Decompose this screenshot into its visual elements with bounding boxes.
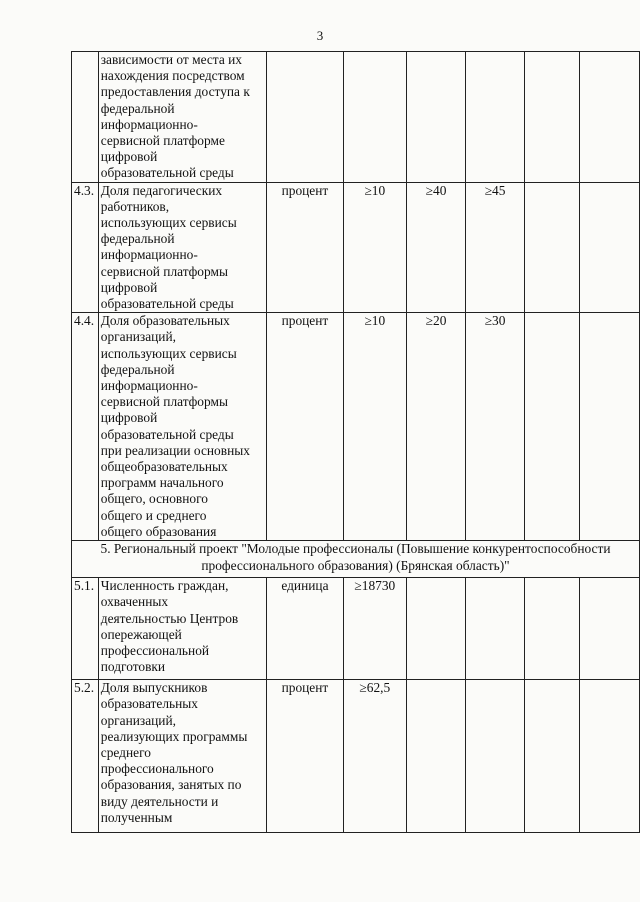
value-cell — [524, 578, 579, 680]
value-cell — [466, 680, 524, 833]
value-cell: ≥40 — [406, 182, 466, 313]
row-number: 4.3. — [72, 182, 99, 313]
indicator-description: Доля выпускников образовательных организаций, реализующих программы среднего профессионального образования, занятых по виду деятельности и полученным — [98, 680, 266, 833]
value-cell: ≥45 — [466, 182, 524, 313]
indicator-description: Численность граждан, охваченных деятельностью Центров опережающей профессиональной подготовки — [98, 578, 266, 680]
value-cell — [406, 52, 466, 183]
value-cell — [580, 52, 640, 183]
row-number: 5.1. — [72, 578, 99, 680]
indicators-table — [71, 51, 640, 833]
value-cell: ≥10 — [344, 182, 407, 313]
value-cell: ≥18730 — [344, 578, 407, 680]
row-number — [72, 52, 99, 183]
value-cell — [344, 52, 407, 183]
value-cell — [466, 578, 524, 680]
table-row — [72, 52, 640, 183]
value-cell — [580, 182, 640, 313]
value-cell — [406, 680, 466, 833]
value-cell — [580, 313, 640, 541]
value-cell: ≥30 — [466, 313, 524, 541]
indicator-description: Доля педагогических работников, использующих сервисы федеральной информационно-сервисной платформы цифровой образовательной среды — [98, 182, 266, 313]
value-cell — [524, 52, 579, 183]
unit-cell: процент — [266, 680, 343, 833]
page-number: 3 — [316, 28, 324, 43]
row-number: 5.2. — [72, 680, 99, 833]
value-cell — [466, 52, 524, 183]
unit-cell: единица — [266, 578, 343, 680]
indicator-description: зависимости от места их нахождения посредством предоставления доступа к федеральной информационно-сервисной платформе цифровой образовательной среды — [98, 52, 266, 183]
value-cell — [524, 680, 579, 833]
table-row — [72, 578, 640, 680]
table-row — [72, 680, 640, 833]
unit-cell: процент — [266, 182, 343, 313]
row-number: 4.4. — [72, 313, 99, 541]
value-cell — [524, 313, 579, 541]
unit-cell — [266, 52, 343, 183]
section-row — [72, 541, 640, 578]
value-cell: ≥62,5 — [344, 680, 407, 833]
indicator-description: Доля образовательных организаций, использующих сервисы федеральной информационно-сервисной платформы цифровой образовательной среды при реализации основных общеобразовательных программ начального общего, основного общего и среднего общего образования — [98, 313, 266, 541]
value-cell — [406, 578, 466, 680]
value-cell: ≥20 — [406, 313, 466, 541]
value-cell: ≥10 — [344, 313, 407, 541]
unit-cell: процент — [266, 313, 343, 541]
value-cell — [524, 182, 579, 313]
section-title: 5. Региональный проект "Молодые профессионалы (Повышение конкурентоспособности профессионального образования) (Брянская область)" — [72, 541, 640, 578]
value-cell — [580, 578, 640, 680]
table-row — [72, 182, 640, 313]
value-cell — [580, 680, 640, 833]
table-row — [72, 313, 640, 541]
